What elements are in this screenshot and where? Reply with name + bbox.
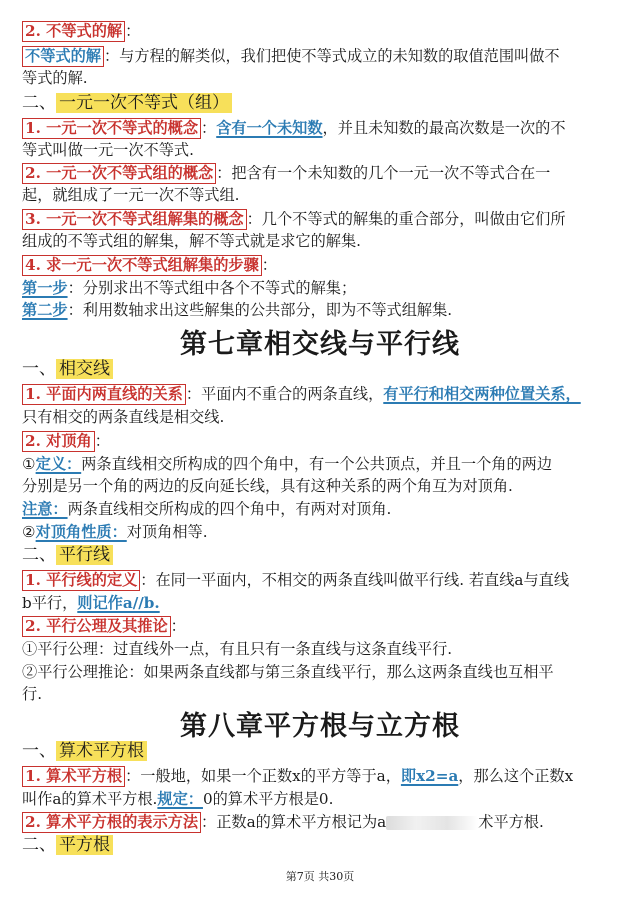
section-heading: 二、 平方根 (22, 834, 626, 856)
note-label: 注意： (22, 500, 68, 518)
paragraph: 不等式的解 ：与方程的解类似，我们把使不等式成立的未知数的取值范围叫做不 (22, 45, 626, 67)
rule-label: 规定： (157, 790, 203, 808)
item-notation: 2. 算术平方根的表示方法 ：正数a的算术平方根记为a 术平方根. (22, 811, 626, 833)
paragraph-continued: 等式叫做一元一次不等式. (22, 141, 194, 159)
redacted-region (386, 816, 478, 830)
paragraph-continued: b平行，则记作a//b. (22, 594, 160, 612)
item-system-concept: 2. 一元一次不等式组的概念 ：把含有一个未知数的几个一元一次不等式合在一 (22, 162, 626, 184)
section-heading: 二、 平行线 (22, 544, 626, 566)
key-phrase: 含有一个未知数 (216, 119, 323, 137)
item-vertical-angles: 2. 对顶角 ： (22, 430, 626, 452)
page-footer: 第7页 共30页 (285, 870, 355, 883)
corollary: ②平行公理推论：如果两条直线都与第三条直线平行，那么这两条直线也互相平 (22, 663, 554, 681)
step-one: 第一步：分别求出不等式组中各个不等式的解集； (22, 279, 357, 297)
paragraph-continued: 叫作a的算术平方根.规定：0的算术平方根是0. (22, 790, 334, 808)
chapter-title: 第七章相交线与平行线 (180, 329, 460, 360)
key-phrase: 即x2=a (400, 767, 459, 785)
item-arith-sqrt: 1. 算术平方根 ：一般地，如果一个正数x的平方等于a，即x2=a，那么这个正数x (22, 765, 626, 787)
paragraph-continued: 组成的不等式组的解集，解不等式就是求它的解集. (22, 232, 361, 250)
property: ②对顶角性质：对顶角相等. (22, 523, 208, 541)
chapter-title: 第八章平方根与立方根 (180, 711, 460, 742)
definition: ①定义：两条直线相交所构成的四个角中，有一个公共顶点，并且一个角的两边 (22, 455, 552, 473)
section-title: 算术平方根 (56, 741, 147, 761)
section-title: 相交线 (56, 359, 113, 379)
paragraph-continued: 等式的解. (22, 69, 88, 87)
property-label: 对顶角性质： (35, 523, 127, 541)
boxed-heading: 2. 一元一次不等式组的概念 (22, 163, 216, 184)
paragraph-continued: 分别是另一个角的两边的反向延长线，具有这种关系的两个角互为对顶角. (22, 477, 513, 495)
axiom: ①平行公理：过直线外一点，有且只有一条直线与这条直线平行. (22, 640, 453, 658)
heading-ineq-solution: 2. 不等式的解 ： (22, 20, 626, 42)
section-title: 一元一次不等式（组） (56, 93, 232, 113)
paragraph-continued: 行. (22, 685, 43, 703)
boxed-heading: 2. 不等式的解 (22, 21, 125, 42)
boxed-heading: 1. 平面内两直线的关系 (22, 384, 186, 405)
section-heading: 一、 算术平方根 (22, 740, 626, 762)
section-title: 平方根 (56, 835, 113, 855)
boxed-heading: 2. 对顶角 (22, 431, 95, 452)
step-label: 第一步 (22, 279, 68, 297)
item-parallel-axiom: 2. 平行公理及其推论 ： (22, 615, 626, 637)
boxed-heading: 2. 算术平方根的表示方法 (22, 812, 201, 833)
section-title: 平行线 (56, 545, 113, 565)
key-term: 不等式的解 (22, 46, 104, 67)
boxed-heading: 3. 一元一次不等式组解集的概念 (22, 209, 247, 230)
boxed-heading: 1. 一元一次不等式的概念 (22, 118, 201, 139)
step-label: 第二步 (22, 301, 68, 319)
item-parallel-def: 1. 平行线的定义 ：在同一平面内，不相交的两条直线叫做平行线. 若直线a与直线 (22, 569, 626, 591)
paragraph-continued: 只有相交的两条直线是相交线. (22, 408, 225, 426)
note: 注意：两条直线相交所构成的四个角中，有两对对顶角. (22, 500, 392, 518)
boxed-heading: 1. 平行线的定义 (22, 570, 140, 591)
section-heading: 一、 相交线 (22, 358, 626, 380)
boxed-heading: 1. 算术平方根 (22, 766, 125, 787)
boxed-heading: 2. 平行公理及其推论 (22, 616, 171, 637)
definition-label: 定义： (35, 455, 82, 473)
paragraph-continued: 起，就组成了一元一次不等式组. (22, 186, 240, 204)
key-phrase: 则记作a//b. (77, 594, 160, 612)
section-heading: 二、 一元一次不等式（组） (22, 92, 626, 114)
item-line-relations: 1. 平面内两直线的关系 ：平面内不重合的两条直线，有平行和相交两种位置关系， (22, 383, 626, 405)
key-phrase: 有平行和相交两种位置关系， (383, 385, 581, 403)
step-two: 第二步：利用数轴求出这些解集的公共部分，即为不等式组解集. (22, 301, 453, 319)
item-steps: 4. 求一元一次不等式组解集的步骤 ： (22, 254, 626, 276)
item-concept: 1. 一元一次不等式的概念 ：含有一个未知数，并且未知数的最高次数是一次的不 (22, 117, 626, 139)
item-solution-set: 3. 一元一次不等式组解集的概念 ：几个不等式的解集的重合部分，叫做由它们所 (22, 208, 626, 230)
boxed-heading: 4. 求一元一次不等式组解集的步骤 (22, 255, 262, 276)
